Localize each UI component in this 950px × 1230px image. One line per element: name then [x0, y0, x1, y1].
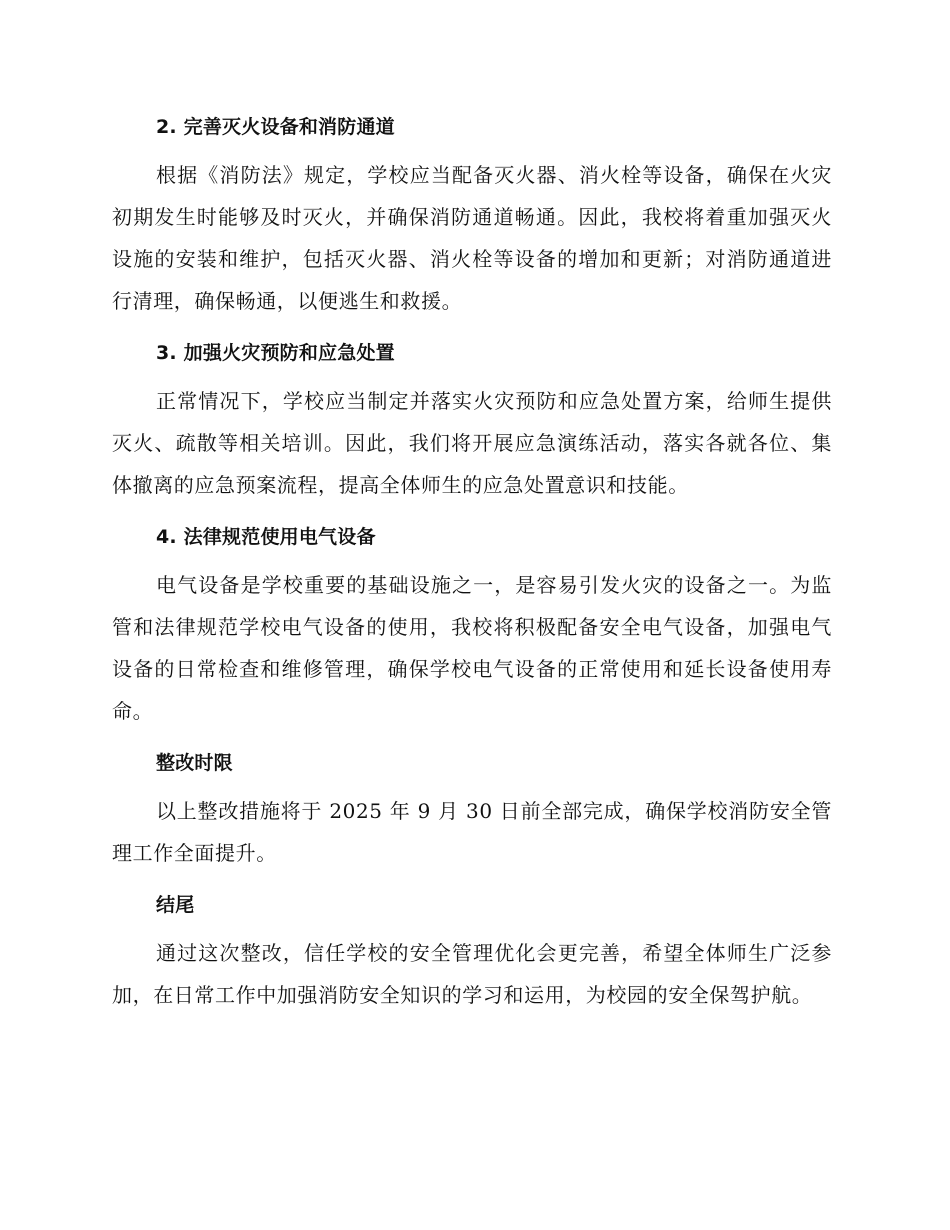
section-paragraph: 以上整改措施将于 2025 年 9 月 30 日前全部完成，确保学校消防安全管理工作全面提升。: [112, 799, 832, 865]
section-paragraph: 根据《消防法》规定，学校应当配备灭火器、消火栓等设备，确保在火灾初期发生时能够及时灭火，并确保消防通道畅通。因此，我校将着重加强灭火设施的安装和维护，包括灭火器、消火栓等设备的增加和更新；对消防通道进行清理，确保畅通，以便逃生和救援。: [112, 163, 832, 313]
section-paragraph: 正常情况下，学校应当制定并落实火灾预防和应急处置方案，给师生提供灭火、疏散等相关培训。因此，我们将开展应急演练活动，落实各就各位、集体撤离的应急预案流程，提高全体师生的应急处置意识和技能。: [112, 389, 832, 497]
section-fire-prevention: [112, 336, 832, 520]
section-heading: 整改时限: [156, 752, 233, 774]
section-conclusion: [112, 888, 832, 1016]
section-heading: 4. 法律规范使用电气设备: [156, 526, 376, 548]
section-electrical-equipment: [112, 520, 832, 746]
section-deadline: [112, 746, 832, 888]
section-fire-equipment: [112, 110, 832, 336]
document-body: [112, 110, 832, 1016]
section-paragraph: 电气设备是学校重要的基础设施之一，是容易引发火灾的设备之一。为监管和法律规范学校电气设备的使用，我校将积极配备安全电气设备，加强电气设备的日常检查和维修管理，确保学校电气设备的正常使用和延长设备使用寿命。: [112, 573, 832, 723]
section-paragraph: 通过这次整改，信任学校的安全管理优化会更完善，希望全体师生广泛参加，在日常工作中加强消防安全知识的学习和运用，为校园的安全保驾护航。: [112, 941, 832, 1007]
section-heading: 3. 加强火灾预防和应急处置: [156, 342, 395, 364]
section-heading: 结尾: [156, 894, 195, 916]
section-heading: 2. 完善灭火设备和消防通道: [156, 116, 395, 138]
